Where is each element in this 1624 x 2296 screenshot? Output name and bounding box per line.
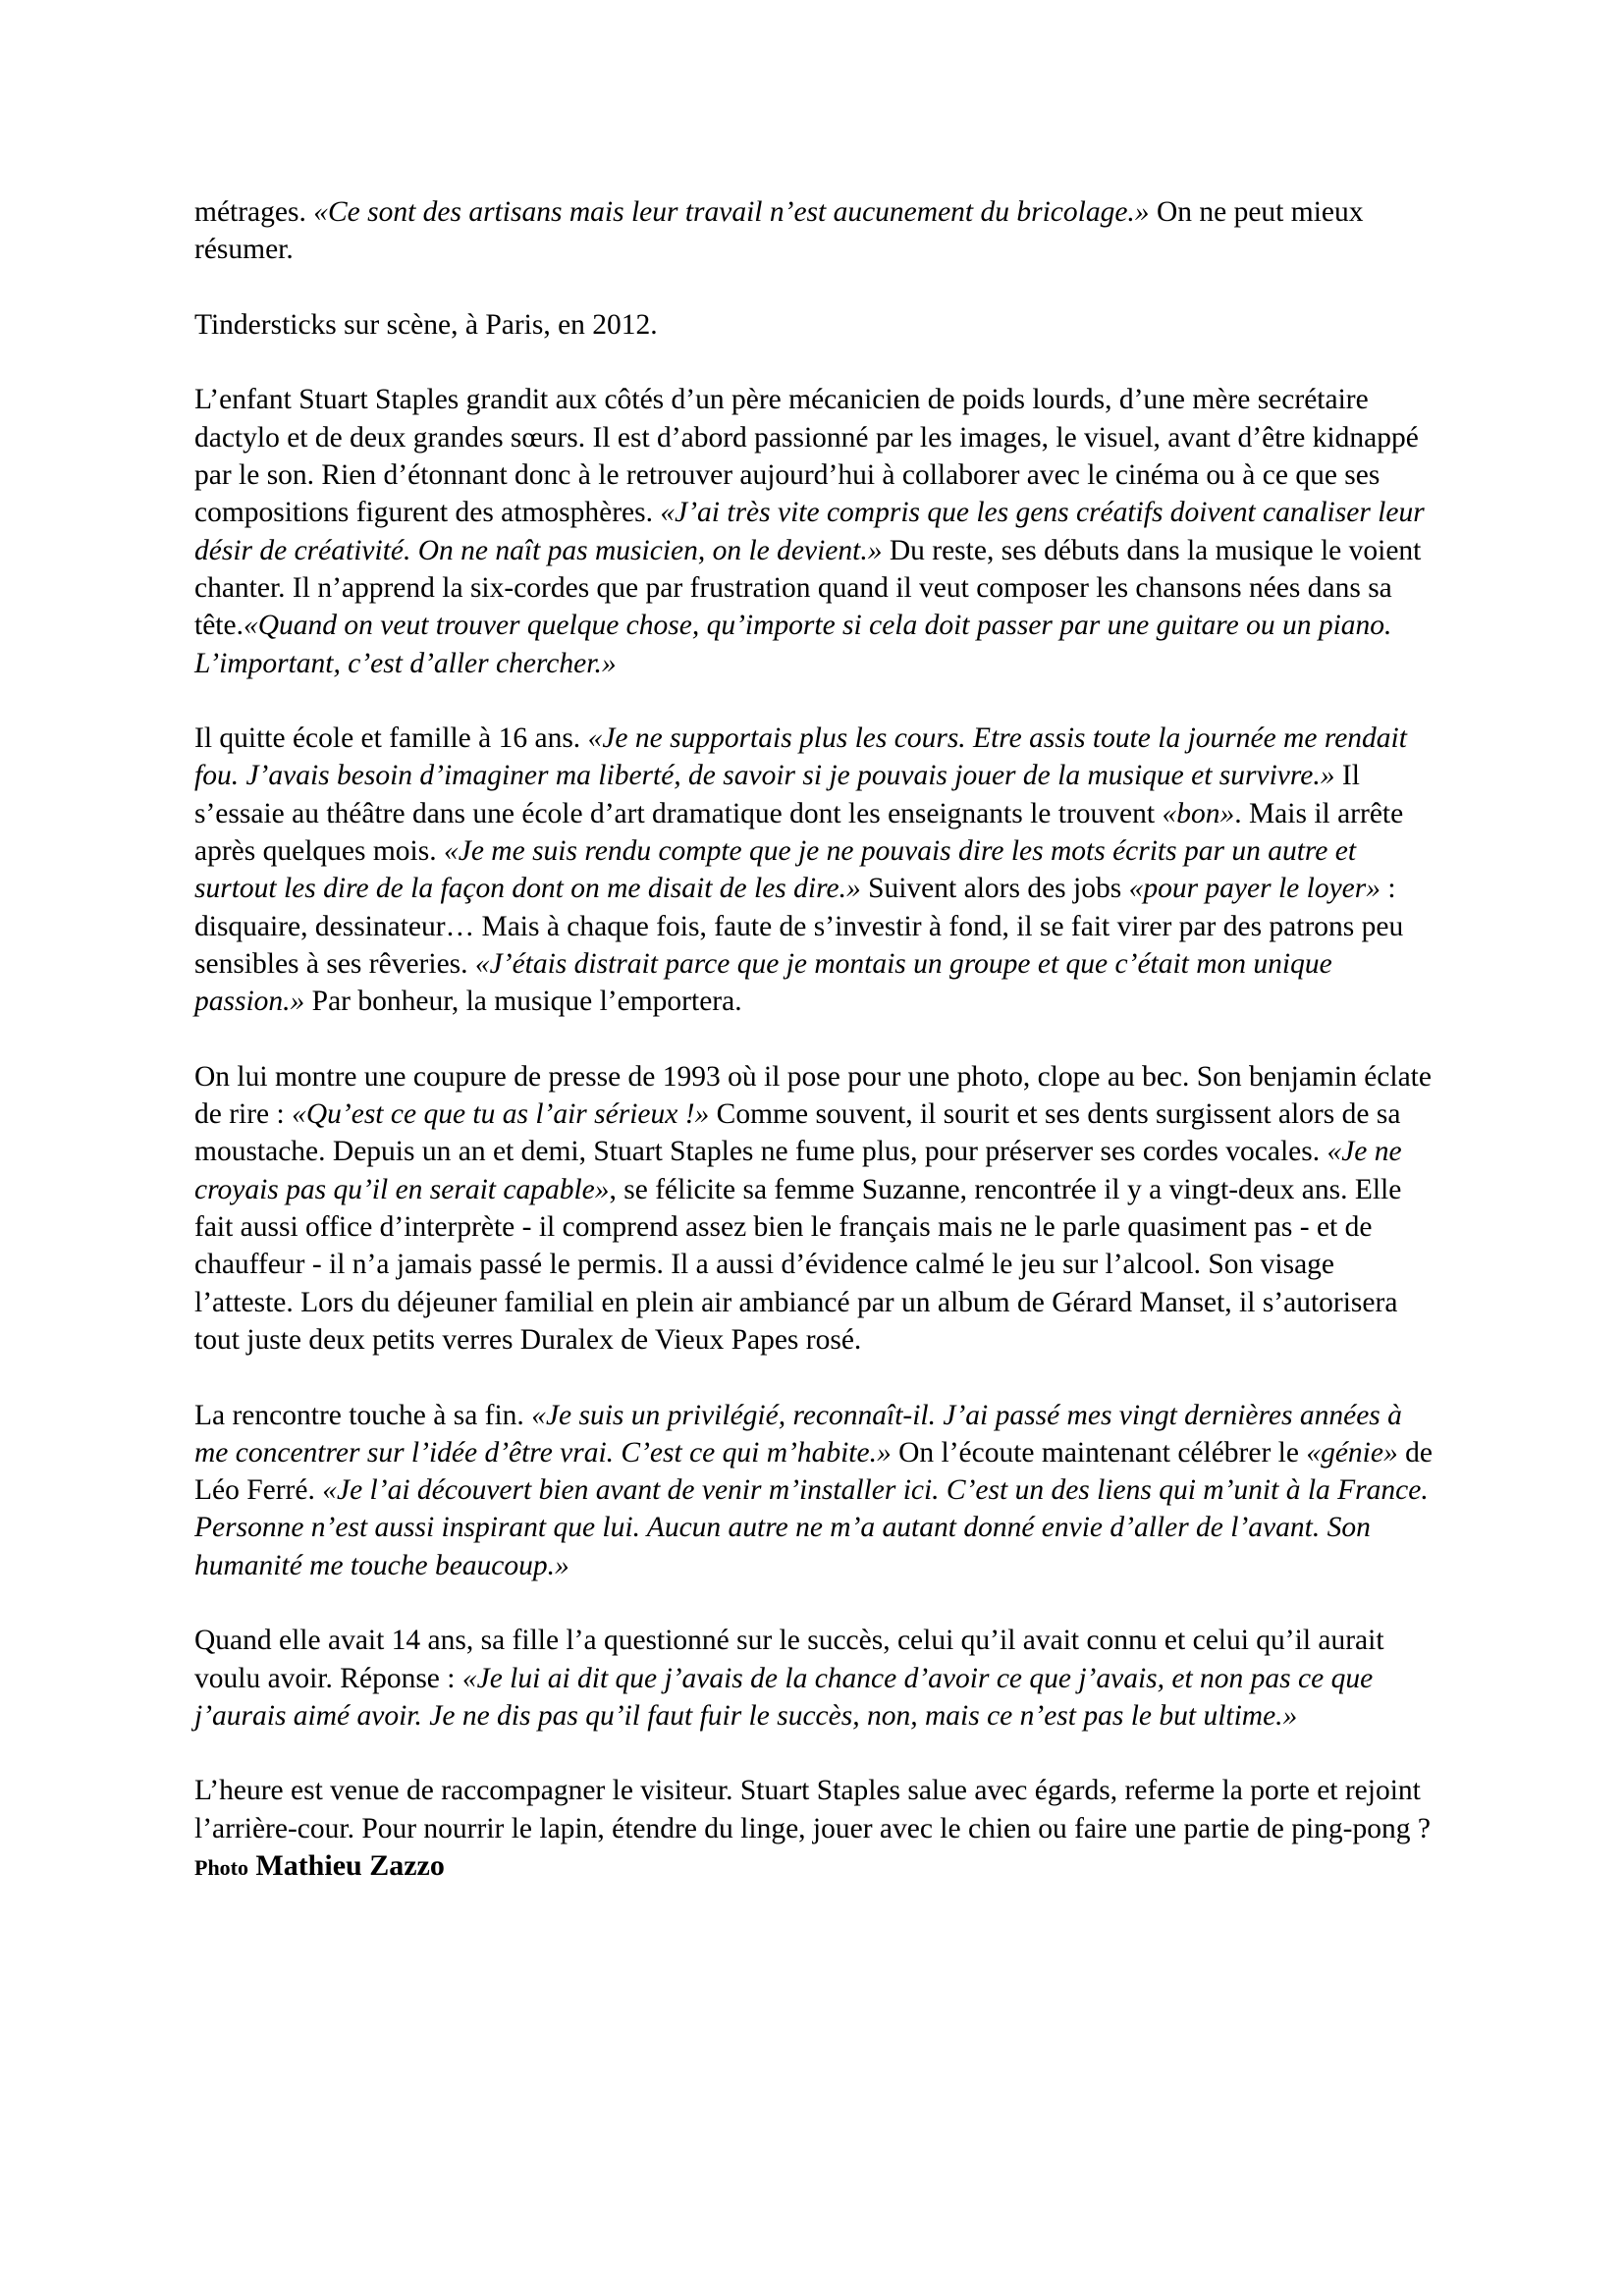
text-run: : disquaire, dessinateur… Mais à chaque fois, faute de s’investir à fond, il se fait virer par des patrons peu sensibles à ses rêveries. bbox=[194, 873, 1404, 980]
photo-credit-name: Mathieu Zazzo bbox=[255, 1849, 445, 1883]
document-page bbox=[194, 193, 1434, 1925]
text-run: La rencontre touche à sa fin. bbox=[194, 1399, 532, 1431]
photo-caption bbox=[194, 306, 1434, 344]
text-run: On l’écoute maintenant célébrer le bbox=[891, 1436, 1307, 1468]
text-run: de Léo Ferré. bbox=[194, 1436, 1433, 1507]
text-run: Suivent alors des jobs bbox=[860, 873, 1129, 905]
paragraph-1 bbox=[194, 193, 1434, 269]
paragraph-5 bbox=[194, 1058, 1434, 1359]
paragraph-3 bbox=[194, 381, 1434, 681]
text-run: , se félicite sa femme Suzanne, rencontrée il y a vingt-deux ans. Elle fait aussi office d’interprète - il comprend assez bien le français mais ne le parle quasiment pas - et de chauffeur - il n’a jamais passé le permis. Il a aussi d’évidence calmé le jeu sur l’alcool. Son visage l’atteste. Lors du déjeuner familial en plein air ambiancé par un album de Gérard Manset, il s’autorisera tout juste deux petits verres Duralex de Vieux Papes rosé. bbox=[194, 1173, 1402, 1356]
quote-run: «génie» bbox=[1306, 1436, 1398, 1468]
text-run: On lui montre une coupure de presse de 1993 où il pose pour une photo, clope au bec. Son benjamin éclate de rire : bbox=[194, 1060, 1432, 1131]
text-run: On ne peut mieux résumer. bbox=[194, 196, 1364, 266]
quote-run: «J’étais distrait parce que je montais un groupe et que c’était mon unique passion.» bbox=[194, 947, 1332, 1018]
quote-run: «Je l’ai découvert bien avant de venir m’installer ici. C’est un des liens qui m’unit à la France. Personne n’est aussi inspirant que lui. Aucun autre ne m’a autant donné envie d’aller de l’avant. Son humanité me touche beaucoup.» bbox=[194, 1474, 1429, 1581]
quote-run: «Je me suis rendu compte que je ne pouvais dire les mots écrits par un autre et surtout les dire de la façon dont on me disait de les dire.» bbox=[194, 835, 1357, 905]
text-run: Quand elle avait 14 ans, sa fille l’a questionné sur le succès, celui qu’il avait connu et celui qu’il aurait voulu avoir. Réponse : bbox=[194, 1625, 1384, 1694]
text-run: Comme souvent, il sourit et ses dents surgissent alors de sa moustache. Depuis un an et demi, Stuart Staples ne fume plus, pour préserver ses cordes vocales. bbox=[194, 1098, 1401, 1168]
quote-run: «bon» bbox=[1162, 797, 1235, 829]
quote-run: «Je ne croyais pas qu’il en serait capable» bbox=[194, 1136, 1402, 1205]
text-run: L’enfant Stuart Staples grandit aux côtés d’un père mécanicien de poids lourds, d’une mère secrétaire dactylo et de deux grandes sœurs. Il est d’abord passionné par les images, le visuel, avant d’être kidnappé par le son. Rien d’étonnant donc à le retrouver aujourd’hui à collaborer avec le cinéma ou à ce que ses compositions figurent des atmosphères. bbox=[194, 384, 1419, 529]
caption-text: Tindersticks sur scène, à Paris, en 2012. bbox=[194, 308, 658, 341]
quote-run: «Qu’est ce que tu as l’air sérieux !» bbox=[292, 1098, 710, 1131]
text-run: Il quitte école et famille à 16 ans. bbox=[194, 722, 588, 755]
quote-run: «J’ai très vite compris que les gens créatifs doivent canaliser leur désir de créativité. On ne naît pas musicien, on le devient.» bbox=[194, 497, 1425, 566]
paragraph-4 bbox=[194, 720, 1434, 1020]
quote-run: «pour payer le loyer» bbox=[1128, 873, 1381, 905]
text-run: métrages. bbox=[194, 196, 314, 228]
quote-run: «Je ne supportais plus les cours. Etre assis toute la journée me rendait fou. J’avais besoin d’imaginer ma liberté, de savoir si je pouvais jouer de la musique et survivre.» bbox=[194, 722, 1407, 792]
quote-run: «Ce sont des artisans mais leur travail n’est aucunement du bricolage.» bbox=[313, 196, 1150, 228]
quote-run: «Je lui ai dit que j’avais de la chance d’avoir ce que j’avais, et non pas ce que j’aurais aimé avoir. Je ne dis pas qu’il faut fuir le succès, non, mais ce n’est pas le but ultime.» bbox=[194, 1662, 1374, 1732]
text-run: Du reste, ses débuts dans la musique le voient chanter. Il n’apprend la six-cordes que par frustration quand il veut composer les chansons nées dans sa tête. bbox=[194, 534, 1422, 642]
paragraph-6 bbox=[194, 1397, 1434, 1584]
text-run: Par bonheur, la musique l’emportera. bbox=[304, 986, 742, 1018]
text-run: . Mais il arrête après quelques mois. bbox=[194, 797, 1404, 868]
photo-credit-label: Photo bbox=[194, 1855, 248, 1881]
quote-run: «Je suis un privilégié, reconnaît-il. J’ai passé mes vingt dernières années à me concentrer sur l’idée d’être vrai. C’est ce qui m’habite.» bbox=[194, 1399, 1402, 1468]
text-run: L’heure est venue de raccompagner le visiteur. Stuart Staples salue avec égards, referme la porte et rejoint l’arrière-cour. Pour nourrir le lapin, étendre du linge, jouer avec le chien ou faire une partie de ping-pong ? bbox=[194, 1775, 1431, 1844]
paragraph-7 bbox=[194, 1622, 1434, 1735]
quote-run: «Quand on veut trouver quelque chose, qu’importe si cela doit passer par une guitare ou un piano. L’important, c’est d’aller chercher.» bbox=[194, 610, 1392, 679]
paragraph-8 bbox=[194, 1772, 1434, 1887]
text-run: Il s’essaie au théâtre dans une école d’art dramatique dont les enseignants le trouvent bbox=[194, 760, 1360, 829]
